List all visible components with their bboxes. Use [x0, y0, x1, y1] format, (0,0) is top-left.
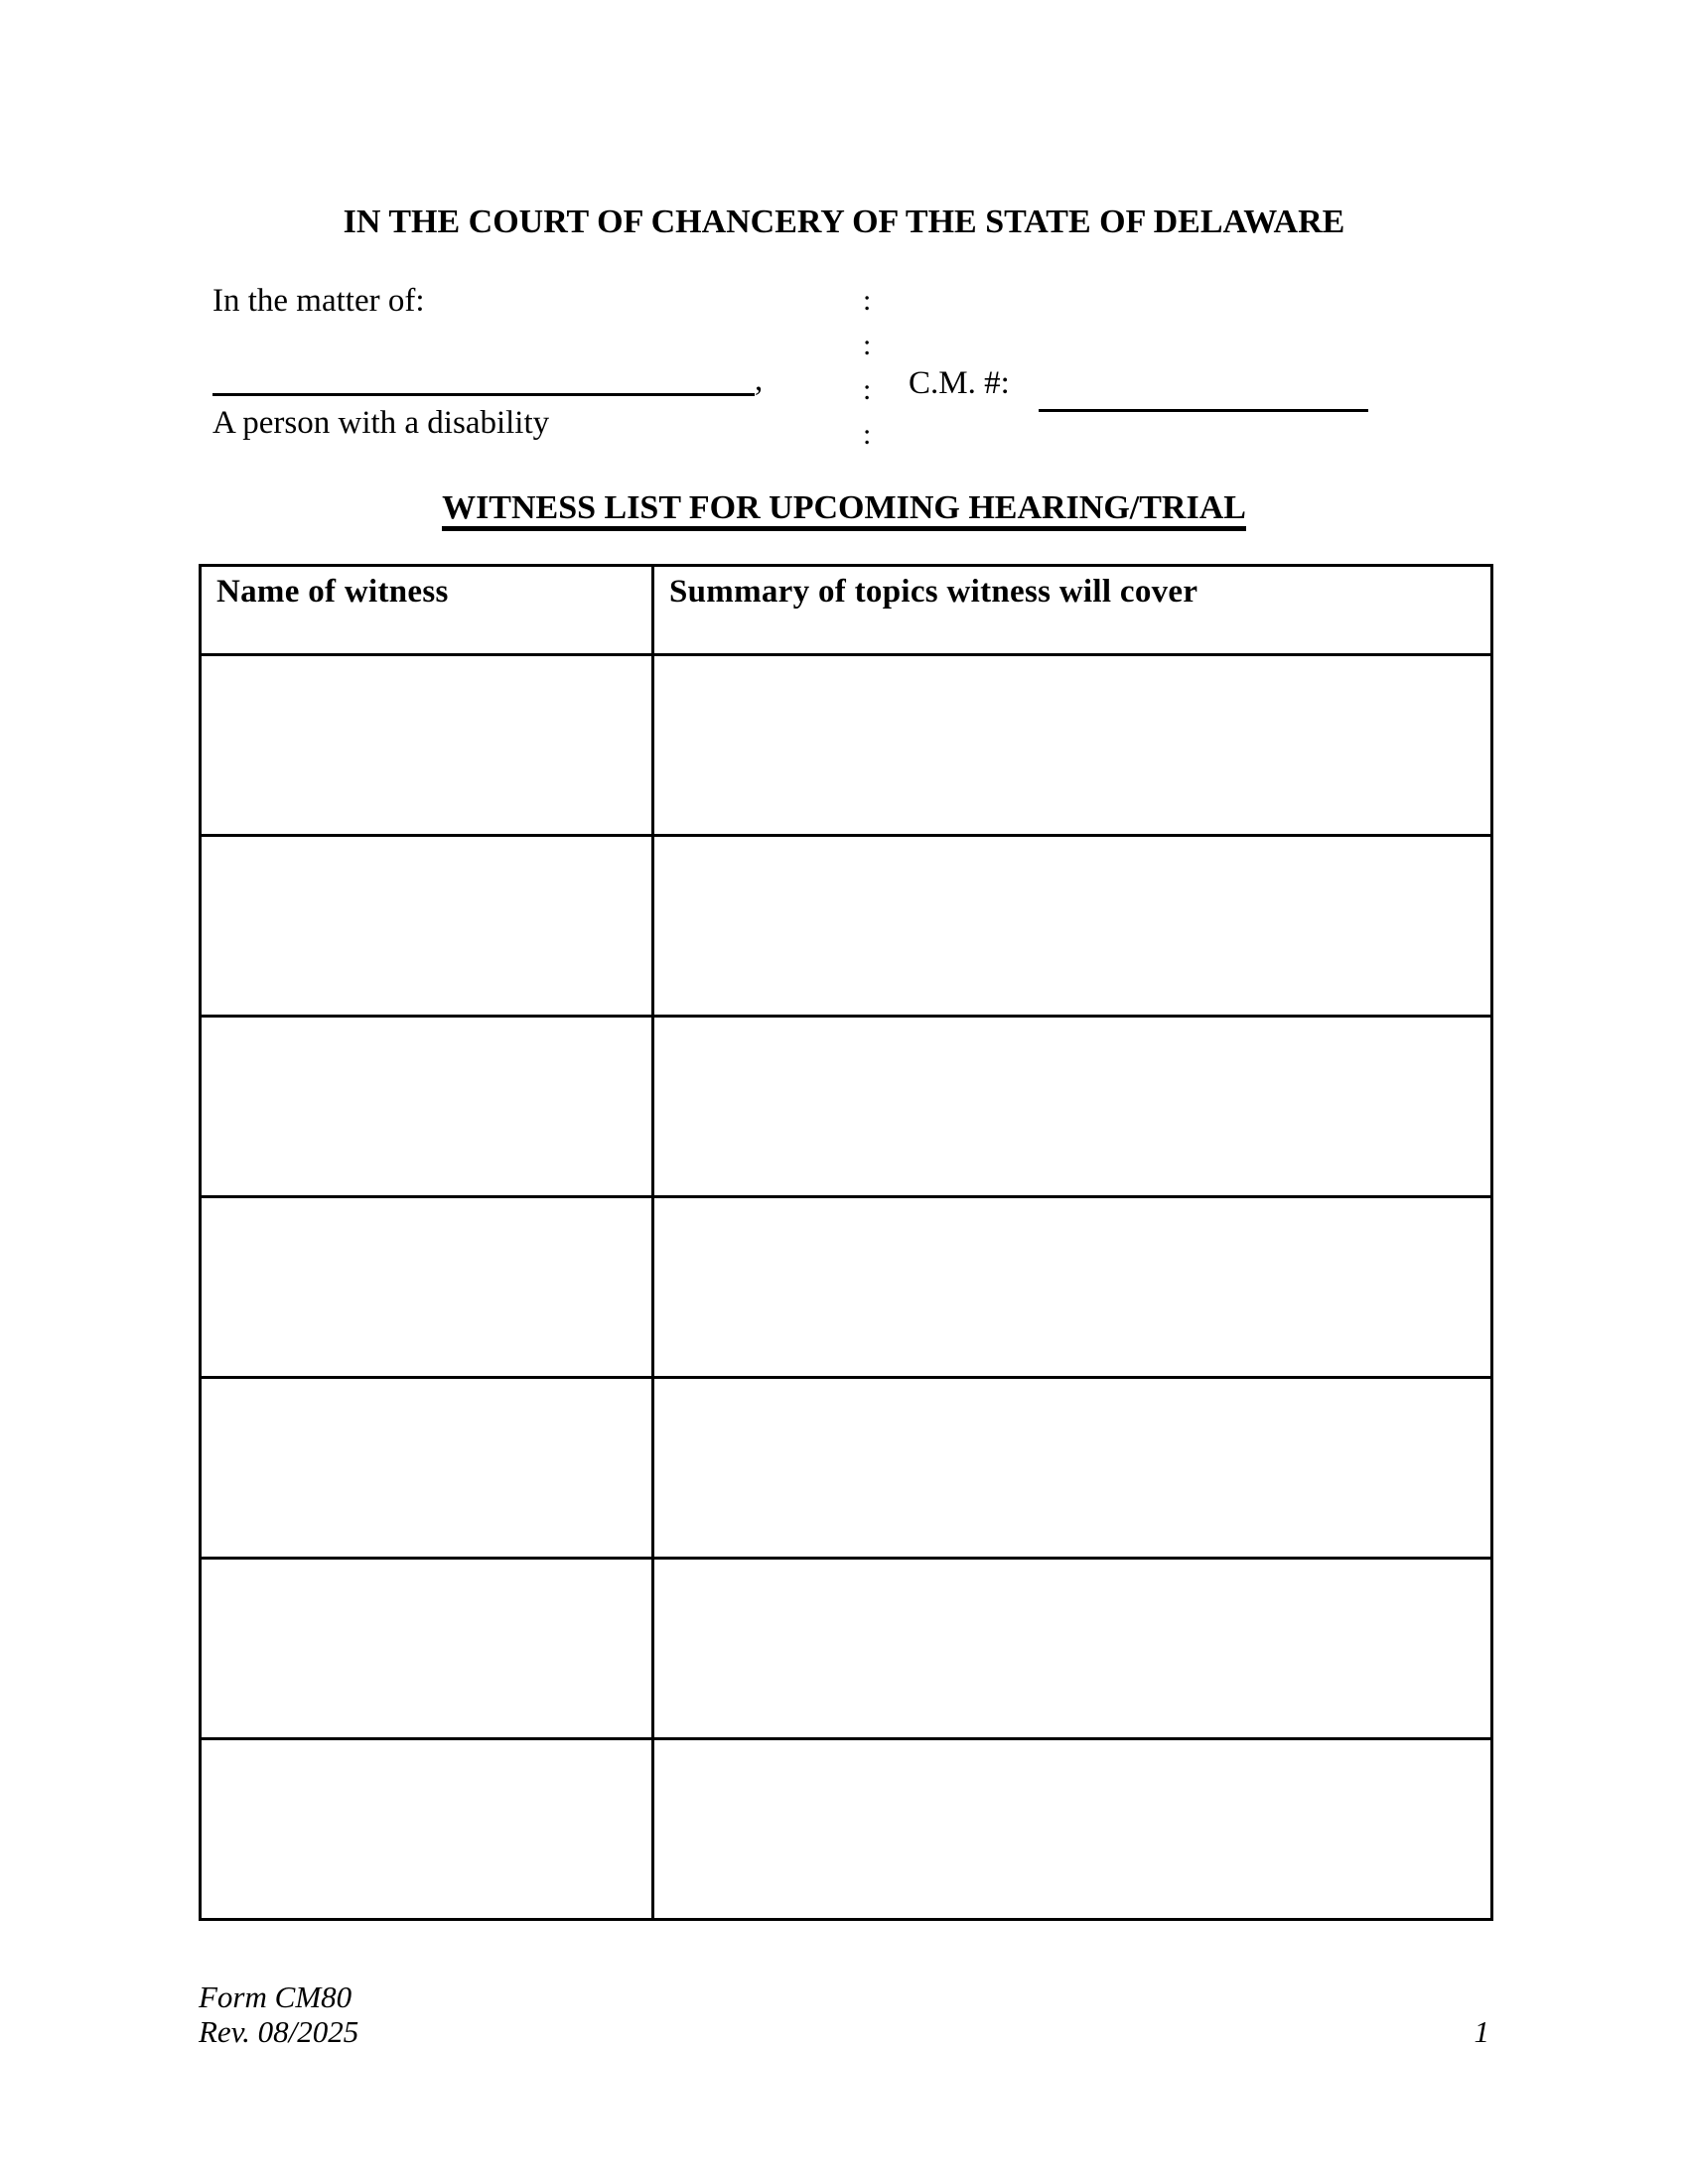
witness-list-title	[0, 488, 1688, 531]
caption-colon: :	[863, 373, 872, 406]
witness-name-input[interactable]	[202, 1379, 651, 1557]
witness-summary-input[interactable]	[654, 1740, 1490, 1918]
court-title: IN THE COURT OF CHANCERY OF THE STATE OF DELAWARE	[343, 204, 1345, 240]
witness-name-cell[interactable]	[201, 836, 653, 1017]
witness-name-cell[interactable]	[201, 1378, 653, 1559]
column-header-summary	[653, 566, 1492, 655]
form-id: Form CM80	[199, 1979, 352, 2014]
witness-name-cell[interactable]	[201, 1017, 653, 1197]
witness-summary-input[interactable]	[654, 1198, 1490, 1376]
witness-list-title-text: WITNESS LIST FOR UPCOMING HEARING/TRIAL	[442, 490, 1246, 531]
witness-table	[199, 564, 1493, 1921]
table-row	[201, 1017, 1492, 1197]
table-row	[201, 836, 1492, 1017]
witness-name-input[interactable]	[202, 1740, 651, 1918]
matter-label: In the matter of:	[212, 283, 425, 319]
caption-colon: :	[863, 329, 872, 361]
page-number: 1	[1474, 2014, 1489, 2049]
witness-name-cell[interactable]	[201, 1197, 653, 1378]
witness-summary-cell[interactable]	[653, 1378, 1492, 1559]
column-header-name-text: Name of witness	[216, 574, 449, 610]
witness-summary-input[interactable]	[654, 837, 1490, 1015]
respondent-name-field[interactable]	[212, 393, 755, 396]
witness-name-cell[interactable]	[201, 655, 653, 836]
witness-name-input[interactable]	[202, 1560, 651, 1737]
witness-summary-cell[interactable]	[653, 655, 1492, 836]
person-with-disability-label: A person with a disability	[212, 405, 550, 441]
form-revision: Rev. 08/2025	[199, 2014, 359, 2049]
witness-name-cell[interactable]	[201, 1739, 653, 1920]
table-header-row	[201, 566, 1492, 655]
witness-summary-cell[interactable]	[653, 1559, 1492, 1739]
witness-summary-input[interactable]	[654, 1018, 1490, 1195]
case-number-field[interactable]	[1039, 409, 1368, 412]
caption-colon: :	[863, 284, 872, 317]
case-number-label: C.M. #:	[909, 365, 1010, 401]
column-header-name	[201, 566, 653, 655]
witness-summary-cell[interactable]	[653, 1017, 1492, 1197]
witness-summary-cell[interactable]	[653, 1739, 1492, 1920]
witness-summary-input[interactable]	[654, 1560, 1490, 1737]
witness-summary-cell[interactable]	[653, 836, 1492, 1017]
caption-colon: :	[863, 418, 872, 451]
witness-name-cell[interactable]	[201, 1559, 653, 1739]
witness-name-input[interactable]	[202, 837, 651, 1015]
witness-summary-input[interactable]	[654, 656, 1490, 834]
witness-summary-input[interactable]	[654, 1379, 1490, 1557]
witness-name-input[interactable]	[202, 656, 651, 834]
witness-name-input[interactable]	[202, 1198, 651, 1376]
table-row	[201, 1197, 1492, 1378]
witness-name-input[interactable]	[202, 1018, 651, 1195]
column-header-summary-text: Summary of topics witness will cover	[669, 574, 1198, 610]
witness-summary-cell[interactable]	[653, 1197, 1492, 1378]
table-row	[201, 1739, 1492, 1920]
table-row	[201, 1378, 1492, 1559]
table-row	[201, 1559, 1492, 1739]
table-row	[201, 655, 1492, 836]
name-comma: ,	[755, 362, 764, 398]
